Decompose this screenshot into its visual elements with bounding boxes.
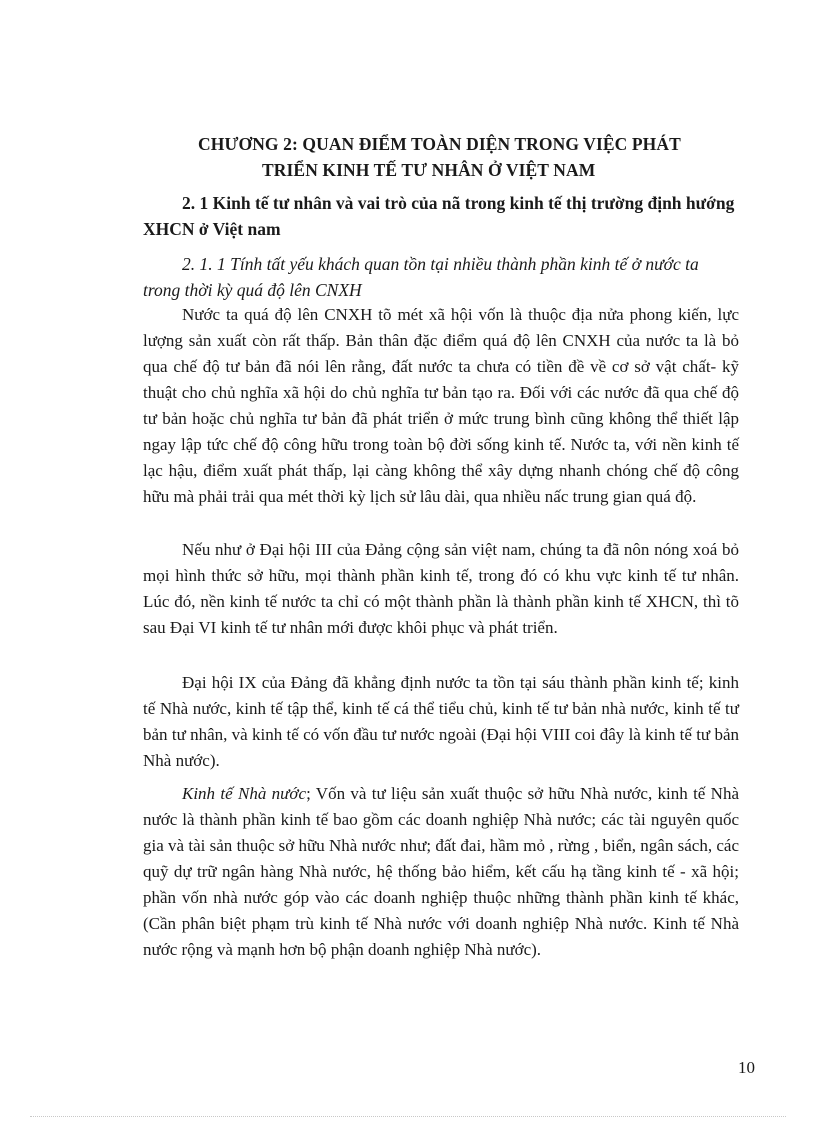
- paragraph-2: Nếu như ở Đại hội III của Đảng cộng sản việt nam, chúng ta đã nôn nóng xoá bỏ mọi hình thức sở hữu, mọi thành phần kinh tế, trong đó có khu vực kinh tế tư nhân. Lúc đó, nền kinh tế nước ta chỉ có một thành phần là thành phần kinh tế XHCN, thì tõ sau Đại VI kinh tế tư nhân mới được khôi phục và phát triển.: [143, 540, 739, 637]
- page-number: 10: [738, 1058, 755, 1077]
- chapter-title: [150, 131, 770, 183]
- paragraph-3: Đại hội IX của Đảng đã khẳng định nước ta tồn tại sáu thành phần kinh tế; kinh tế Nhà nước, kinh tế tập thể, kinh tế cá thể tiểu chủ, kinh tế tư bản nhà nước, kinh tế tư bản tư nhân, và kinh tế có vốn đầu tư nước ngoài (Đại hội VIII coi đây là kinh tế tư bản Nhà nước).: [143, 673, 739, 770]
- page-bottom-divider: [30, 1116, 786, 1117]
- paragraph-1: Nước ta quá độ lên CNXH tõ mét xã hội vốn là thuộc địa nửa phong kiến, lực lượng sản xuất còn rất thấp. Bản thân đặc điểm quá độ lên CNXH của nước ta là bỏ qua chế độ tư bản đã nói lên rằng, đất nước ta chưa có tiền đề về cơ sở vật chất- kỹ thuật cho chủ nghĩa xã hội do chủ nghĩa tư bản tạo ra. Đối với các nước đã qua chế độ tư bản hoặc chủ nghĩa tư bản đã phát triển ở mức trung bình cũng không thể thiết lập ngay lập tức chế độ công hữu trong toàn bộ đời sống kinh tế. Nước ta, với nền kinh tế lạc hậu, điểm xuất phát thấp, lại càng không thể xây dựng nhanh chóng chế độ công hữu mà phải trải qua mét thời kỳ lịch sử lâu dài, qua nhiều nấc trung gian quá độ.: [143, 305, 739, 506]
- paragraph-4-lead-term: Kinh tế Nhà nước: [182, 784, 307, 803]
- paragraph-4-body: ; Vốn và tư liệu sản xuất thuộc sở hữu Nhà nước, kinh tế Nhà nước là thành phần kinh tế bao gồm các doanh nghiệp Nhà nước; các tài nguyên quốc gia và tài sản thuộc sở hữu Nhà nước như; đất đai, hầm mỏ , rừng , biển, ngân sách, các quỹ dự trữ ngân hàng Nhà nước, hệ thống bảo hiểm, kết cấu hạ tầng kinh tế - xã hội; phần vốn nhà nước góp vào các doanh nghiệp thuộc những thành phần kinh tế khác, (Cần phân biệt phạm trù kinh tế Nhà nước với doanh nghiệp Nhà nước. Kinh tế Nhà nước rộng và mạnh hơn bộ phận doanh nghiệp Nhà nước).: [143, 784, 740, 959]
- chapter-title-line-1: CHƯƠNG 2: QUAN ĐIỂM TOÀN DIỆN TRONG VIỆC PHÁT: [198, 134, 681, 154]
- section-heading: 2. 1 Kinh tế tư nhân và vai trò của nã trong kinh tế thị trường định hướng XHCN ở Việt nam: [143, 193, 735, 239]
- paragraph-4: [143, 781, 739, 963]
- chapter-title-line-2: TRIỂN KINH TẾ TƯ NHÂN Ở VIỆT NAM: [262, 160, 596, 180]
- subsection-heading: 2. 1. 1 Tính tất yếu khách quan tồn tại nhiều thành phần kinh tế ở nước ta trong thời kỳ quá độ lên CNXH: [143, 254, 699, 300]
